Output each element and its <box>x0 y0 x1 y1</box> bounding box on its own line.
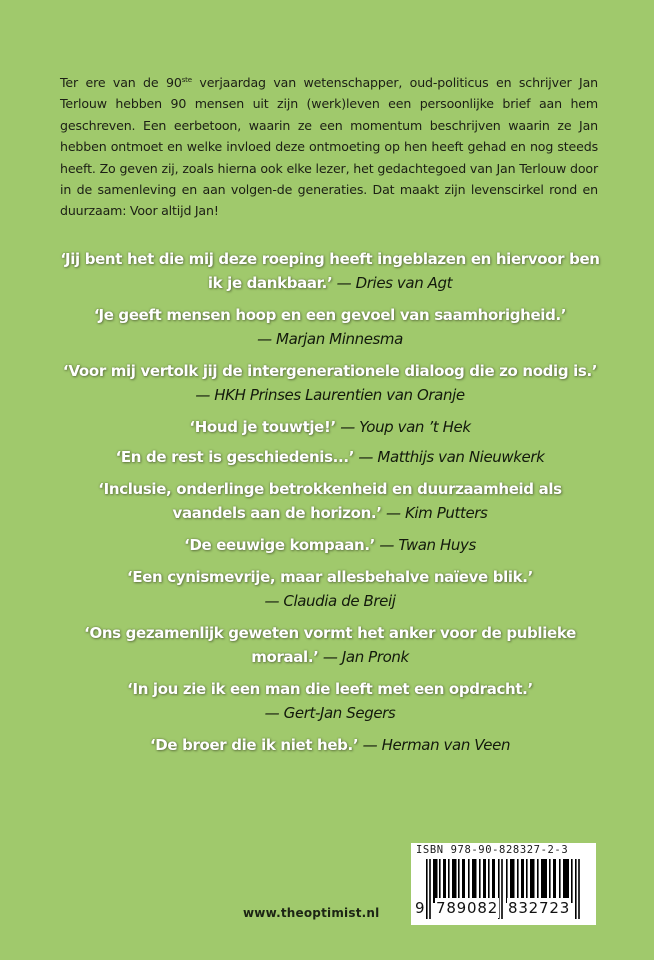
ean-left-group: 789082 <box>436 899 499 917</box>
isbn-barcode <box>411 843 596 925</box>
quote-author: — Twan Huys <box>375 536 476 554</box>
quote-author: — Marjan Minnesma <box>257 330 403 348</box>
quote-author: — Kim Putters <box>381 504 488 522</box>
quote-text: ‘En de rest is geschiedenis...’ <box>115 448 355 466</box>
back-cover-blurb <box>60 72 598 222</box>
ean-lead-digit: 9 <box>415 899 425 917</box>
ordinal-suffix: ste <box>181 76 192 84</box>
quote-author: — Matthijs van Nieuwkerk <box>354 448 545 466</box>
quote-item <box>60 445 600 469</box>
quote-author: — Dries van Agt <box>332 274 453 292</box>
isbn-label: ISBN 978-90-828327-2-3 <box>416 844 569 856</box>
quote-text: ‘Jij bent het die mij deze roeping heeft ingeblazen en hiervoor ben ik je dankbaar.’ <box>60 250 600 292</box>
blurb-text-rest: verjaardag van wetenschapper, oud-politicus en schrijver Jan Terlouw hebben 90 mensen uit zijn (werk)leven een persoonlijke brief aan hem geschreven. Een eerbetoon, waarin ze een momentum beschrijven waarin ze Jan hebben ontmoet en welke invloed deze ontmoeting op hen heeft gehad en nog steeds heeft. Zo geven zij, zoals hierna ook elke lezer, het gedachtegoed van Jan Terlouw door in de samenleving en aan volgen-de generaties. Dat maakt zijn levenscirkel rond en duurzaam: Voor altijd Jan! <box>60 75 598 219</box>
quote-text: ‘In jou zie ik een man die leeft met een opdracht.’ <box>127 680 533 698</box>
quote-author: — Claudia de Breij <box>264 592 396 610</box>
quote-item <box>60 359 600 407</box>
publisher-website: www.theoptimist.nl <box>243 906 380 920</box>
quote-text: ‘Een cynismevrije, maar allesbehalve naïeve blik.’ <box>126 568 533 586</box>
quote-item <box>60 247 600 295</box>
quote-author: — Gert-Jan Segers <box>264 704 396 722</box>
quote-item <box>60 565 600 613</box>
quote-author: — Youp van ’t Hek <box>335 418 471 436</box>
quote-author: — Jan Pronk <box>318 648 409 666</box>
quote-author: — HKH Prinses Laurentien van Oranje <box>195 386 465 404</box>
blurb-text-start: Ter ere van de 90 <box>60 75 182 90</box>
quote-text: ‘De broer die ik niet heb.’ <box>149 736 359 754</box>
quote-text: ‘Ons gezamenlijk geweten vormt het anker voor de publieke moraal.’ <box>84 624 576 666</box>
quote-item <box>60 733 600 757</box>
quote-item <box>60 415 600 439</box>
quote-author: — Herman van Veen <box>358 736 511 754</box>
quote-text: ‘Inclusie, onderlinge betrokkenheid en duurzaamheid als vaandels aan de horizon.’ <box>98 480 562 522</box>
quote-item <box>60 533 600 557</box>
quote-item <box>60 477 600 525</box>
quotes-list <box>60 247 600 765</box>
quote-text: ‘De eeuwige kompaan.’ <box>184 536 376 554</box>
quote-text: ‘Houd je touwtje!’ <box>189 418 336 436</box>
quote-item <box>60 621 600 669</box>
quote-item <box>60 677 600 725</box>
quote-text: ‘Je geeft mensen hoop en een gevoel van saamhorigheid.’ <box>93 306 567 324</box>
ean-right-group: 832723 <box>508 899 571 917</box>
quote-item <box>60 303 600 351</box>
quote-text: ‘Voor mij vertolk jij de intergenerationele dialoog die zo nodig is.’ <box>62 362 598 380</box>
